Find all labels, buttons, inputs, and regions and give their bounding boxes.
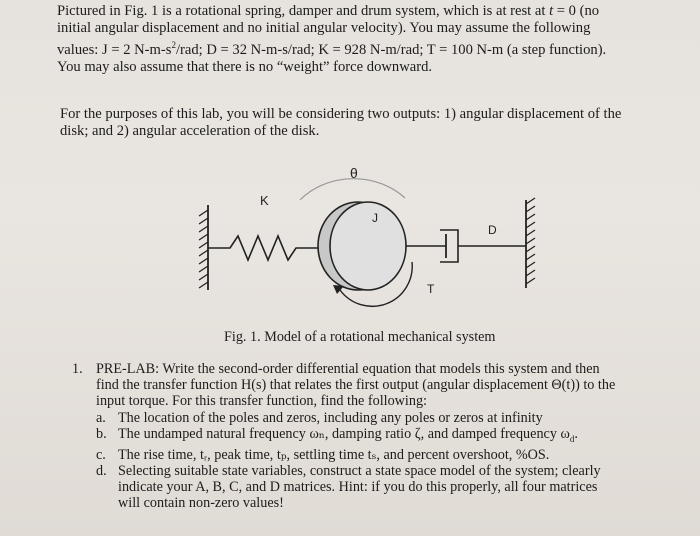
subitem-subscript: d [569,433,575,444]
subitem-line-2: indicate your A, B, C, and D matrices. Hint: if you do this properly, all four matrices [118,479,598,496]
purpose-line-2: disk; and 2) angular acceleration of the disk. [60,123,320,139]
left-wall-hatch [199,210,208,288]
intro-line-3: values: J = 2 $N-m-s^2$/rad; D = 32 N-m-s/rad; K = 928 N-m/rad; T = 100 N-m (a step function). [57,40,607,58]
subitem-letter: c. [96,446,106,463]
subitem-b [96,426,672,447]
drum-face [330,202,406,290]
mechanical-system-figure [190,160,570,310]
subitem-text: The rise time, tᵣ, peak time, tₚ, settling time tₛ, and percent overshoot, %OS. [118,446,550,463]
theta-label: θ [350,165,358,181]
subitem-tail: . [574,425,578,442]
subitem-letter: a. [96,409,106,426]
subitem-d [96,463,672,512]
subitem-letter: b. [96,425,107,442]
torque-label: T [427,282,435,296]
question-line-3: input torque. For this transfer function, find the following: [96,393,427,410]
intro-paragraph [57,3,682,76]
subitem-a [96,410,672,426]
subitem-line-1: Selecting suitable state variables, construct a state space model of the system; clearly [118,463,601,480]
figure-caption: Fig. 1. Model of a rotational mechanical system [224,329,496,345]
theta-arc [300,179,405,200]
system-diagram [190,160,570,310]
question-line-2: find the transfer function H(s) that relates the first output (angular displacement Θ(t)) to the [96,377,616,394]
right-wall-hatch [526,198,535,284]
intro-line-4: You may also assume that there is no “weight” force downward. [57,58,433,75]
purpose-line-1: For the purposes of this lab, you will be considering two outputs: 1) angular displacement of the [60,106,622,122]
spring-label: K [260,193,269,208]
subitem-text: The undamped natural frequency ωₙ, damping ratio ζ, and damped frequency ω [118,425,570,442]
question-body [96,361,672,512]
question-number: 1. [72,361,83,377]
intro-line-2: initial angular displacement and no initial angular velocity). You may assume the following [57,20,591,36]
subitem-line-3: will contain non-zero values! [118,495,284,512]
damper-label: D [488,223,497,237]
subitem-c [96,447,672,463]
purpose-paragraph [60,106,680,140]
subitem-text: The location of the poles and zeros, including any poles or zeros at infinity [118,409,543,426]
inertia-label: J [372,211,378,225]
intro-line-1: Pictured in Fig. 1 is a rotational spring, damper and drum system, which is at rest at t = 0 (no [57,3,600,19]
question-line-1: PRE-LAB: Write the second-order differential equation that models this system and then [96,361,600,377]
question-1 [72,361,672,512]
subitem-letter: d. [96,463,107,480]
spring-k [208,236,322,260]
